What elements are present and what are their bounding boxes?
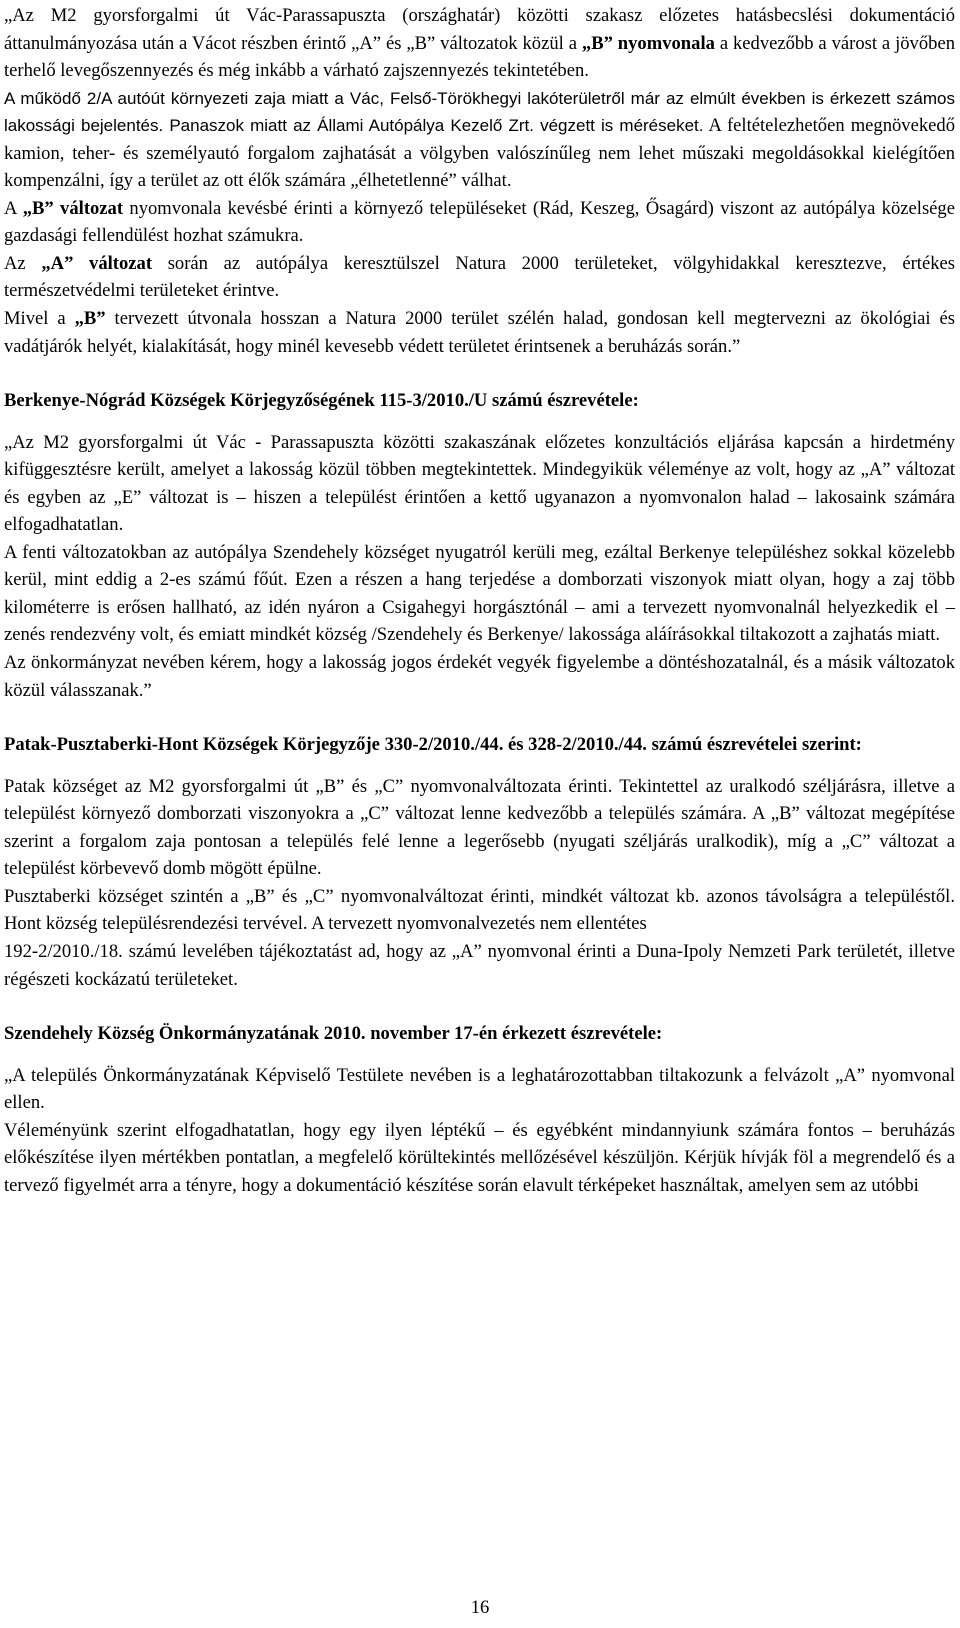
spacer — [4, 759, 955, 773]
paragraph-b-variant — [4, 195, 955, 250]
bold-text: „B” nyomvonala — [581, 32, 715, 54]
paragraph-b-route-natura — [4, 305, 955, 360]
section-heading-patak: Patak-Pusztaberki-Hont Községek Körjegyzője 330-2/2010./44. és 328-2/2010./44. számú észrevételei szerint: — [4, 734, 862, 756]
page-number: 16 — [470, 1597, 490, 1618]
text-run: tervezett útvonala hosszan a Natura 2000 terület szélén halad, gondosan kell megtervezni az ökológiai és vadátjárók helyét, kialakítását, hogy minél kevesebb védett területet érintsenek a beruházás során.” — [4, 308, 956, 357]
spacer — [4, 415, 955, 429]
paragraph-a-variant — [4, 250, 955, 305]
section-heading-berkenye: Berkenye-Nógrád Községek Körjegyzőségének 115-3/2010./U számú észrevétele: — [4, 390, 639, 412]
bold-text: „B” változat — [22, 197, 124, 219]
text-run: a kedvezőbb a várost a jövőben terhelő levegőszennyezés és még inkább a várható zajszennyezés tekintetében. — [4, 32, 955, 82]
paragraph-vac-opinion — [4, 2, 955, 85]
paragraph-noise-complaints — [4, 85, 955, 195]
bold-text: „A” változat — [41, 252, 153, 274]
spacer — [4, 1048, 955, 1062]
text-run: „Az M2 gyorsforgalmi út Vác-Parassapuszta (országhatár) közötti szakasz előzetes hatásbecslési dokumentáció áttanulmányozása után a Vácot részben érintő „A” és „B” változatok közül a — [4, 5, 955, 54]
text-run: Mivel a — [4, 308, 75, 330]
text-run: nyomvonala kevésbé érinti a környező településeket (Rád, Keszeg, Ősagárd) viszont az autópálya közelsége gazdasági fellendülést hozhat számukra. — [4, 197, 955, 247]
paragraph-berkenye-2: A fenti változatokban az autópálya Szendehely községet nyugatról kerüli meg, ezáltal Berkenye településhez sokkal közelebb kerül, mint eddig a 2-es számú főút. Ezen a részen a hang terjedése a domborzati viszonyok miatt olyan, hogy a zaj több kilométerre is erősen hallható, az idén nyáron a Csigahegyi horgásztónál – ami a tervezett nyomvonalnál helyezkedik el – zenés rendezvény volt, és emiatt mindkét község /Szendehely és Berkenye/ lakossága aláírásokkal tiltakozott a zajhatás miatt. — [4, 541, 955, 646]
paragraph-berkenye-1: „Az M2 gyorsforgalmi út Vác - Parassapuszta közötti szakaszának előzetes konzultációs eljárása kapcsán a hirdetmény kifüggesztésre került, amelyet a lakosság közül többen megtekintettek. Mindegyikük véleménye az volt, hogy az „A” változat és egyben az „E” változat is – hiszen a települést érintően a kettő ugyanazon a nyomvonalon halad – lakosaink számára elfogadhatatlan. — [4, 431, 955, 536]
text-run: A — [4, 197, 23, 219]
paragraph-pusztaberki: Pusztaberki községet szintén a „B” és „C” nyomvonalváltozat érinti, mindkét változat kb. azonos távolságra a településtől. Hont község településrendezési tervével. A tervezett nyomvonalvezetés nem ellentétes — [4, 885, 955, 935]
paragraph-duna-ipoly: 192-2/2010./18. számú levelében tájékoztatást ad, hogy az „A” nyomvonal érinti a Duna-Ipoly Nemzeti Park területét, illetve régészeti kockázatú területeket. — [4, 940, 955, 990]
text-run: A feltételezhetően megnövekedő kamion, teher- és személyautó forgalom zajhatását a völgyben valószínűleg nem lehet műszaki megoldásokkal kielégítően kompenzálni, így a terület az ott élők számára „élhetetlenné” válhat. — [4, 115, 955, 192]
spacer — [4, 704, 955, 731]
paragraph-szendehely-2: Véleményünk szerint elfogadhatatlan, hogy egy ilyen léptékű – és egyébként mindannyiunk számára fontos – beruházás előkészítése ilyen mértékben pontatlan, a megfelelő körültekintés mellőzésével készüljön. Kérjük hívják föl a megrendelő és a tervező figyelmét arra a tényre, hogy a dokumentáció készítése során elavult térképeket használtak, amelyen sem az utóbbi — [4, 1119, 955, 1196]
sans-text-run: A működő 2/A autóút környezeti zaja miatt a Vác, Felső-Törökhegyi lakóterületről már az elmúlt években is érkezett számos lakossági bejelentés. Panaszok miatt az Állami Autópálya Kezelő Zrt. végzett is méréseket. — [4, 88, 955, 136]
paragraph-patak-1: Patak községet az M2 gyorsforgalmi út „B” és „C” nyomvonalváltozata érinti. Tekintettel az uralkodó széljárásra, illetve a települést környező domborzati viszonyokra a „C” változat lenne kedvezőbb a település számára. A „B” változat megépítése szerint a forgalom zaja pontosan a település felé lenne a legerősebb (nyugati széljárás uralkodik), míg a „C” változat a települést körbevevő domb mögött épülne. — [4, 775, 955, 880]
paragraph-berkenye-3: Az önkormányzat nevében kérem, hogy a lakosság jogos érdekét vegyék figyelembe a döntéshozatalnál, és a másik változatok közül válasszanak.” — [4, 652, 955, 701]
section-heading-szendehely: Szendehely Község Önkormányzatának 2010. november 17-én érkezett észrevétele: — [4, 1023, 663, 1045]
spacer — [4, 360, 955, 387]
paragraph-szendehely-1: „A település Önkormányzatának Képviselő Testülete nevében is a leghatározottabban tiltakozunk a felvázolt „A” nyomvonal ellen. — [4, 1064, 955, 1114]
text-run: során az autópálya keresztülszel Natura 2000 területeket, völgyhidakkal keresztezve, értékes természetvédelmi területeket érintve. — [4, 252, 955, 302]
document-body — [4, 2, 955, 1199]
spacer — [4, 993, 955, 1020]
bold-text: „B” — [74, 308, 106, 330]
text-run: Az — [4, 252, 42, 274]
